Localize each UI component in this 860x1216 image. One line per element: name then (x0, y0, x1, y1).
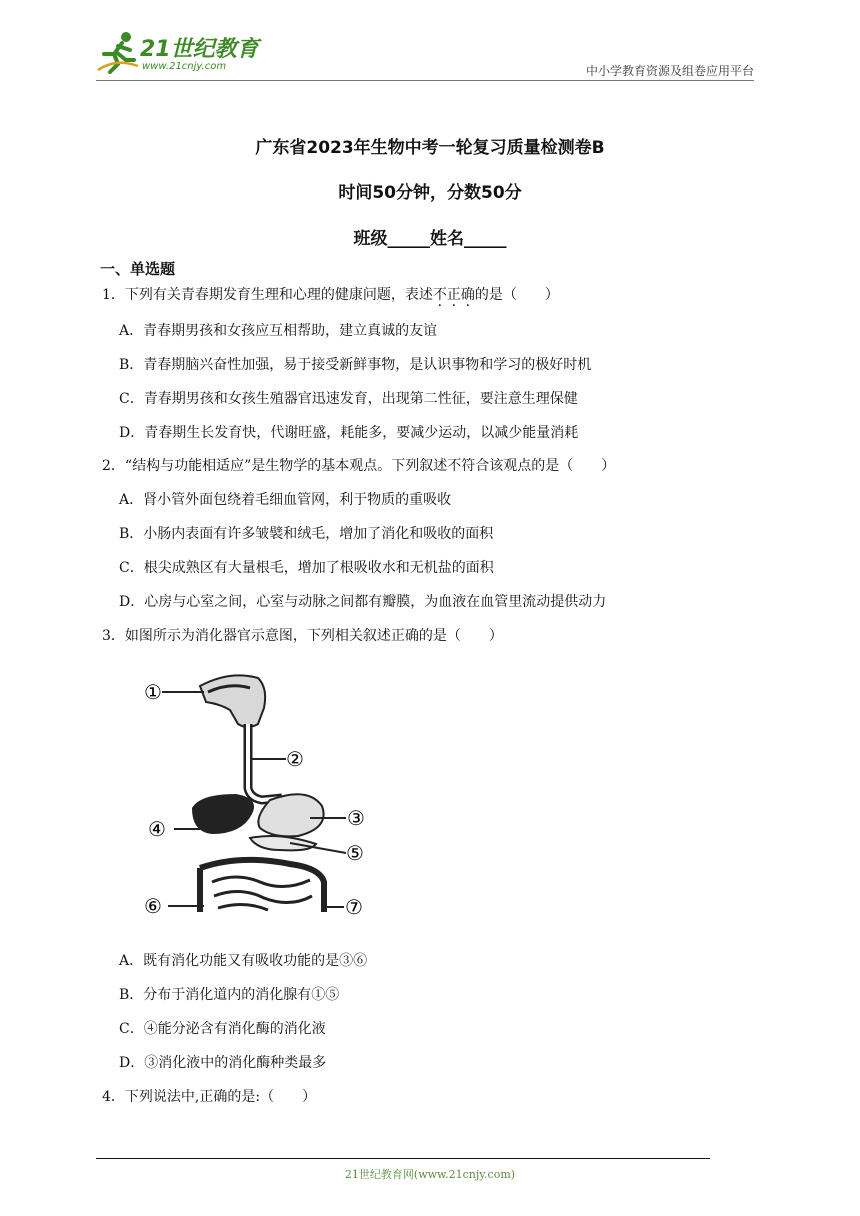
emphasis-char: 不 (432, 287, 447, 303)
class-name-line: 班级_____姓名_____ (353, 229, 507, 249)
logo-url: www.21cnjy.com (142, 61, 227, 72)
runner-icon (96, 30, 140, 74)
figure-label-3: ③ (347, 806, 365, 830)
question-2-stem: 2．“结构与功能相适应”是生物学的基本观点。下列叙述不符合该观点的是（ ） (102, 458, 616, 474)
question-2-option-b: B．小肠内表面有许多皱襞和绒毛，增加了消化和吸收的面积 (119, 526, 494, 542)
question-1-option-c: C．青春期男孩和女孩生殖器官迅速发育，出现第二性征，要注意生理保健 (119, 391, 578, 407)
footer-link[interactable]: 21世纪教育网(www.21cnjy.com) (344, 1168, 516, 1181)
header-divider (96, 80, 754, 81)
question-2-option-c: C．根尖成熟区有大量根毛，增加了根吸收水和无机盐的面积 (119, 560, 494, 576)
question-3-stem: 3．如图所示为消化器官示意图，下列相关叙述正确的是（ ） (102, 628, 503, 644)
figure-label-1: ① (144, 680, 162, 704)
emphasis-char: 正 (446, 287, 461, 303)
figure-label-4: ④ (148, 817, 166, 841)
question-2-option-d: D．心房与心室之间，心室与动脉之间都有瓣膜，为血液在血管里流动提供动力 (119, 594, 607, 610)
footer-divider (96, 1158, 710, 1159)
question-1-option-b: B．青春期脑兴奋性加强，易于接受新鲜事物，是认识事物和学习的极好时机 (119, 357, 592, 373)
page-header (0, 0, 860, 90)
question-1-option-d: D．青春期生长发育快，代谢旺盛，耗能多，要减少运动，以减少能量消耗 (119, 425, 579, 441)
question-3-option-c: C．④能分泌含有消化酶的消化液 (119, 1021, 326, 1037)
digestive-system-figure (140, 668, 380, 924)
question-4-stem: 4．下列说法中,正确的是:（ ） (102, 1089, 317, 1105)
exam-time-score: 时间50分钟，分数50分 (338, 183, 522, 203)
question-3-option-d: D．③消化液中的消化酶种类最多 (119, 1055, 327, 1071)
platform-name: 中小学教育资源及组卷应用平台 (585, 64, 754, 78)
question-1-stem: 1．下列有关青春期发育生理和心理的健康问题，表述不正确的是（ ） (102, 287, 559, 303)
figure-label-6: ⑥ (144, 894, 162, 918)
figure-label-7: ⑦ (345, 895, 363, 919)
site-logo[interactable] (96, 30, 266, 80)
figure-label-5: ⑤ (346, 841, 364, 865)
question-1-option-a: A．青春期男孩和女孩应互相帮助，建立真诚的友谊 (119, 323, 438, 339)
question-3-option-a: A．既有消化功能又有吸收功能的是③⑥ (119, 953, 368, 969)
question-2-option-a: A．肾小管外面包绕着毛细血管网，利于物质的重吸收 (119, 492, 452, 508)
emphasis-char: 确 (460, 287, 475, 303)
question-3-option-b: B．分布于消化道内的消化腺有①⑤ (119, 987, 340, 1003)
section-heading: 一、单选题 (100, 260, 176, 278)
exam-title: 广东省2023年生物中考一轮复习质量检测卷B (255, 138, 605, 158)
figure-label-2: ② (286, 747, 304, 771)
logo-text: 21世纪教育 (140, 37, 259, 62)
